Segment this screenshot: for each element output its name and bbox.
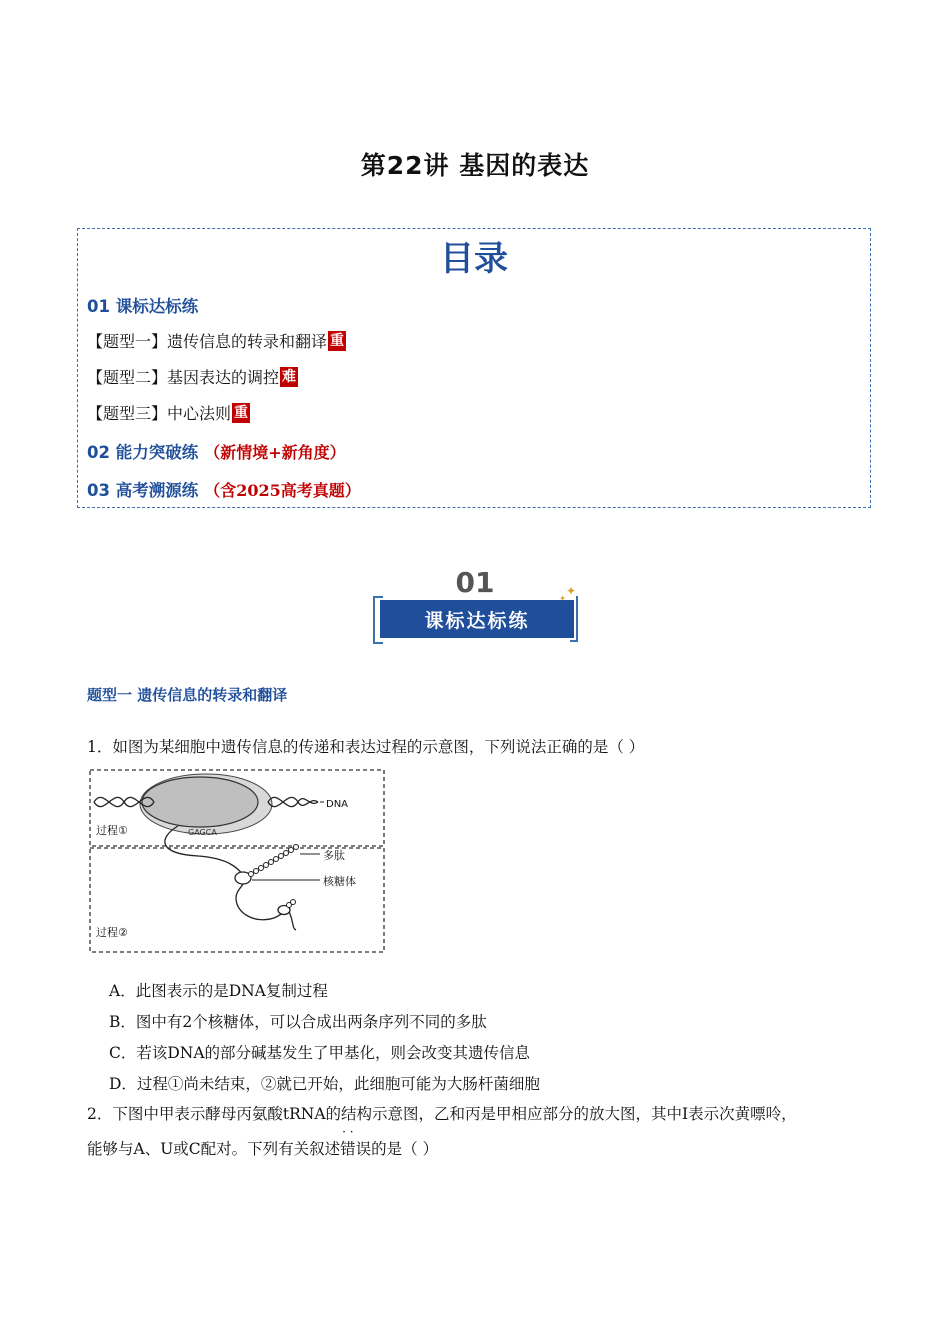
- question-2-emphasis: · · 错误: [340, 1137, 371, 1159]
- toc-section-label: 01 课标达标练: [87, 297, 199, 316]
- question-type-heading: 题型一 遗传信息的转录和翻译: [87, 686, 288, 704]
- question-2-stem-post: 的是（ ）: [371, 1140, 439, 1158]
- transcription-translation-figure: [88, 768, 386, 954]
- page-title: 第22讲 基因的表达: [360, 151, 590, 180]
- toc-item-label: 【题型二】基因表达的调控: [87, 368, 280, 387]
- toc-section-label: 02 能力突破练: [87, 443, 199, 462]
- question-1-option-d[interactable]: D．过程①尚未结束，②就已开始，此细胞可能为大肠杆菌细胞: [109, 1075, 540, 1093]
- toc-section-03[interactable]: [87, 477, 361, 501]
- toc-item-label: 【题型一】遗传信息的转录和翻译: [87, 332, 328, 351]
- question-2-stem-line2: [87, 1137, 438, 1159]
- sparkle-icon: ✦: [565, 584, 576, 598]
- question-2-stem-pre: 能够与A、U或C配对。下列有关叙述: [87, 1140, 341, 1158]
- toc-section-01[interactable]: [87, 293, 198, 317]
- toc-item-type2[interactable]: [87, 365, 298, 388]
- toc-section-note: （新情境+新角度）: [204, 443, 346, 462]
- sparkle-icon: ✦: [559, 594, 566, 603]
- toc-section-note: （含2025高考真题）: [204, 481, 361, 500]
- question-1-option-c[interactable]: C．若该DNA的部分碱基发生了甲基化，则会改变其遗传信息: [109, 1044, 531, 1062]
- question-1-option-b[interactable]: B．图中有2个核糖体，可以合成出两条序列不同的多肽: [109, 1013, 487, 1031]
- polypeptide-label: 多肽: [323, 849, 345, 862]
- toc-item-type1[interactable]: [87, 329, 346, 352]
- question-1-option-a[interactable]: A．此图表示的是DNA复制过程: [109, 982, 328, 1000]
- process2-box: [90, 848, 384, 952]
- process2-label: 过程②: [96, 926, 128, 939]
- banner-number: 01: [455, 566, 495, 599]
- difficult-badge: 难: [282, 369, 297, 385]
- section-banner: [370, 566, 580, 646]
- banner-label: 课标达标练: [380, 600, 574, 638]
- key-badge: 重: [330, 333, 345, 349]
- question-2-stem-line1: 2．下图中甲表示酵母丙氨酸tRNA的结构示意图，乙和丙是甲相应部分的放大图，其中I表示次黄嘌呤，: [87, 1105, 797, 1123]
- question-1-stem: 1．如图为某细胞中遗传信息的传递和表达过程的示意图，下列说法正确的是（ ）: [87, 738, 645, 756]
- sequence-label: GAGCA: [188, 828, 217, 837]
- toc-item-type3[interactable]: [87, 401, 250, 424]
- table-of-contents: [77, 228, 871, 508]
- ribosome-label: 核糖体: [323, 875, 356, 888]
- key-badge: 重: [234, 405, 249, 421]
- toc-item-label: 【题型三】中心法则: [87, 404, 232, 423]
- dna-label: DNA: [326, 799, 349, 810]
- toc-section-02[interactable]: [87, 439, 346, 463]
- toc-heading: 目录: [440, 239, 508, 279]
- toc-section-label: 03 高考溯源练: [87, 481, 199, 500]
- process1-label: 过程①: [96, 824, 128, 837]
